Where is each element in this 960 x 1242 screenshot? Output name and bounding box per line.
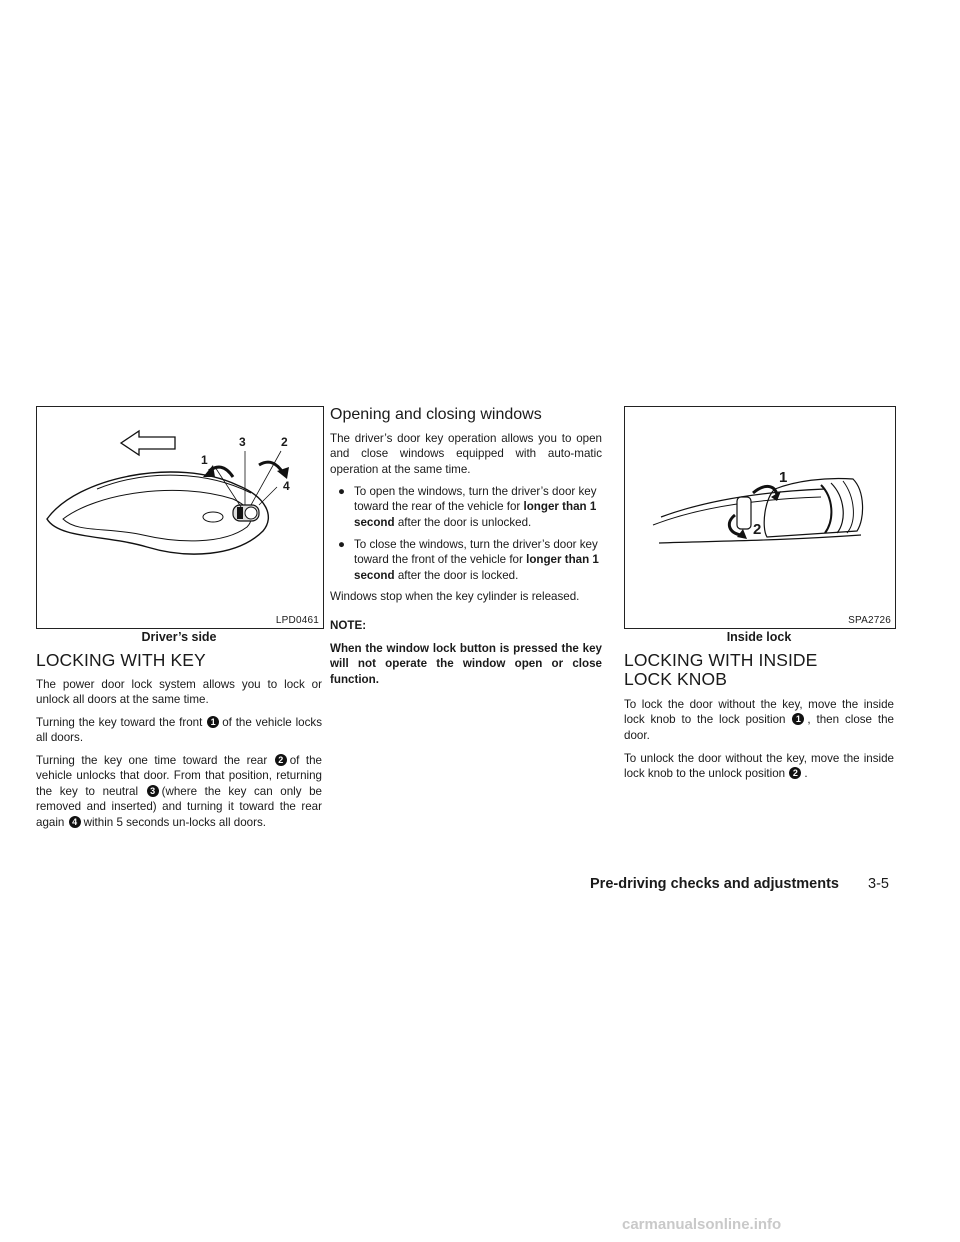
text: . (804, 767, 808, 781)
callout-2-badge: 2 (789, 767, 801, 779)
text: Turning the key toward the front (36, 716, 203, 729)
note-body: When the window lock button is pressed the key will not operate the window open or close function. (330, 642, 602, 686)
callout-2: 2 (753, 521, 762, 538)
footer-section-title: Pre-driving checks and adjustments (590, 876, 839, 892)
text: To close the windows, turn the driver’s door key toward the front of the vehicle for (354, 538, 598, 567)
paragraph (624, 697, 894, 743)
figure-code: SPA2726 (848, 615, 891, 626)
paragraph: The power door lock system allows you to lock or unlock all doors at the same time. (36, 678, 322, 707)
note-heading: NOTE: (330, 619, 367, 632)
figure-inside-lock (624, 406, 896, 629)
figure-caption: Inside lock (726, 630, 792, 644)
bullet-text (354, 537, 602, 583)
paragraph (36, 715, 322, 746)
bullet-text (354, 484, 602, 530)
heading-locking-with-inside-lock-knob: LOCKING WITH INSIDE LOCK KNOB (624, 650, 818, 689)
text: after the door is unlocked. (397, 515, 532, 529)
text: (where the key can only be removed and inserted) and turning it toward the rear again (36, 784, 322, 829)
emphasis: longer than 1 second (354, 500, 597, 529)
paragraph: Windows stop when the key cylinder is released. (330, 590, 580, 603)
text: within 5 seconds un-locks all doors. (83, 815, 266, 829)
heading-locking-with-key: LOCKING WITH KEY (36, 650, 206, 670)
callout-1-badge: 1 (207, 716, 219, 728)
callout-1-badge: 1 (792, 713, 804, 725)
bullet-dot: ● (338, 538, 346, 551)
text: of the vehicle locks all doors. (36, 716, 322, 745)
text: To lock the door without the key, move the inside lock knob to the lock position (624, 698, 894, 727)
heading-opening-closing-windows: Opening and closing windows (330, 406, 542, 423)
emphasis: longer than 1 second (354, 553, 599, 582)
callout-1: 1 (201, 453, 208, 467)
paragraph: The driver’s door key operation allows you to open and close windows equipped with auto-matic operation at the same time. (330, 432, 602, 476)
callout-2: 2 (281, 435, 288, 449)
callout-3-badge: 3 (147, 785, 159, 797)
bullet-dot: ● (338, 485, 346, 498)
callout-3: 3 (239, 435, 246, 449)
callout-2-badge: 2 (275, 754, 287, 766)
callout-4-badge: 4 (69, 816, 81, 828)
callout-1: 1 (779, 469, 788, 486)
bullet-item (338, 537, 602, 585)
text: , then close the door. (624, 713, 895, 742)
text: after the door is locked. (397, 568, 519, 582)
figure-code: LPD0461 (275, 615, 319, 626)
inside-lock-illustration (625, 407, 895, 628)
paragraph (624, 751, 894, 782)
paragraph (36, 753, 322, 830)
text: To unlock the door without the key, move the inside lock knob to the unlock position (624, 752, 894, 781)
figure-drivers-side (36, 406, 324, 629)
watermark: carmanualsonline.info (622, 1216, 782, 1233)
figure-caption: Driver’s side (141, 630, 217, 644)
text: of the vehicle unlocks that door. From that position, returning the key to neutral (36, 754, 322, 798)
callout-4: 4 (283, 479, 290, 493)
text: To open the windows, turn the driver’s door key toward the rear of the vehicle for (354, 485, 597, 514)
page-number: 3-5 (868, 876, 889, 892)
text: Turning the key one time toward the rear (36, 754, 268, 767)
bullet-item (338, 484, 602, 532)
